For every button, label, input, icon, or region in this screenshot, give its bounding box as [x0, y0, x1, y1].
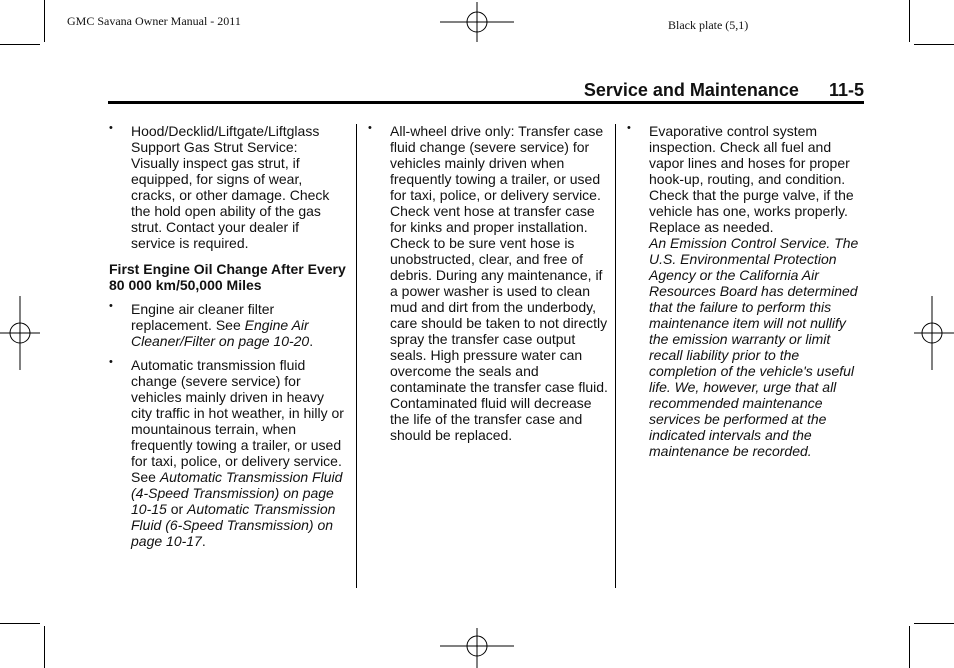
bullet: • — [109, 122, 113, 134]
column-2 — [368, 123, 608, 451]
crop-mark — [44, 626, 45, 668]
text-run: Engine air cleaner filter replacement. See — [131, 301, 275, 333]
cross-reference[interactable]: Automatic Transmission Fluid (4-Speed Transmission) on page 10-15 — [131, 469, 343, 517]
column-divider — [356, 124, 357, 588]
plate-label: Black plate (5,1) — [668, 18, 749, 32]
registration-mark-top — [440, 2, 514, 44]
page-title — [584, 80, 864, 101]
cross-reference[interactable]: Engine Air Cleaner/Filter on page 10-20 — [131, 317, 310, 349]
list-item — [368, 123, 608, 443]
section-title: Service and Maintenance — [583, 80, 799, 100]
emission-note-text: An Emission Control Service. The U.S. Environmental Protection Agency or the California Air Resources Board has determined that the failure to perform this maintenance item will not nullify the emission warranty or limit recall liability prior to the completion of the vehicle's useful life. We, however, urge that all recommended maintenance services be performed at the indicated intervals and the maintenance be recorded. — [649, 235, 859, 459]
bullet: • — [627, 122, 631, 134]
crop-mark — [914, 44, 954, 45]
list-item-text — [131, 301, 347, 349]
crop-mark — [0, 623, 40, 624]
list-item-text: All-wheel drive only: Transfer case fluid change (severe service) for vehicles mainly driven when frequently towing a trailer, or used for taxi, police, or delivery service. Check vent hose at transfer case for kinks and proper installation. Check to be sure vent hose is unobstructed, clear, and free of debris. During any maintenance, if a power washer is used to clean mud and dirt from the underbody, care should be taken to not directly spray the transfer case output seals. High pressure water can overcome the seals and contaminate the transfer case fluid. Contaminated fluid will decrease the life of the transfer case and should be replaced. — [390, 123, 608, 443]
list-item — [109, 123, 347, 251]
text-run: . — [201, 533, 206, 549]
crop-mark — [914, 623, 954, 624]
bullet: • — [368, 122, 372, 134]
section-heading: First Engine Oil Change After Every 80 000 km/50,000 Miles — [109, 261, 346, 293]
registration-mark-right — [912, 296, 954, 370]
crop-mark — [44, 0, 45, 42]
list-item-text: Evaporative control system inspection. Check all fuel and vapor lines and hoses for proper hook-up, routing, and condition. Check that the purge valve, if the vehicle has one, works properly. Replace as needed. — [649, 123, 854, 235]
header-rule — [108, 101, 864, 104]
list-item-text: Hood/Decklid/Liftgate/Liftglass Support Gas Strut Service: Visually inspect gas strut, if equipped, for signs of wear, cracks, or other damage. Check the hold open ability of the gas strut. Contact your dealer if service is required. — [131, 123, 330, 251]
list-item — [109, 301, 347, 349]
list-item-text — [131, 357, 347, 549]
emission-note — [649, 235, 867, 459]
column-3 — [627, 123, 867, 467]
text-run: . — [309, 333, 314, 349]
list-item — [627, 123, 867, 459]
crop-mark — [909, 0, 910, 42]
text-run: or — [166, 501, 188, 517]
column-1 — [109, 123, 347, 557]
bullet: • — [109, 356, 113, 368]
registration-mark-bottom — [440, 626, 514, 668]
cross-reference[interactable]: Automatic Transmission Fluid (6-Speed Transmission) on page 10-17 — [131, 501, 336, 549]
registration-mark-left — [0, 296, 42, 370]
list-item — [109, 357, 347, 549]
text-run: Automatic transmission fluid change (severe service) for vehicles mainly driven in heavy city traffic in hot weather, in hilly or mountainous terrain, when frequently towing a trailer, or used for taxi, police, or delivery service. See — [131, 357, 344, 485]
manual-title: GMC Savana Owner Manual - 2011 — [67, 14, 241, 28]
page-number: 11-5 — [828, 80, 864, 100]
crop-mark — [0, 44, 40, 45]
crop-mark — [909, 626, 910, 668]
column-divider — [615, 124, 616, 588]
bullet: • — [109, 300, 113, 312]
